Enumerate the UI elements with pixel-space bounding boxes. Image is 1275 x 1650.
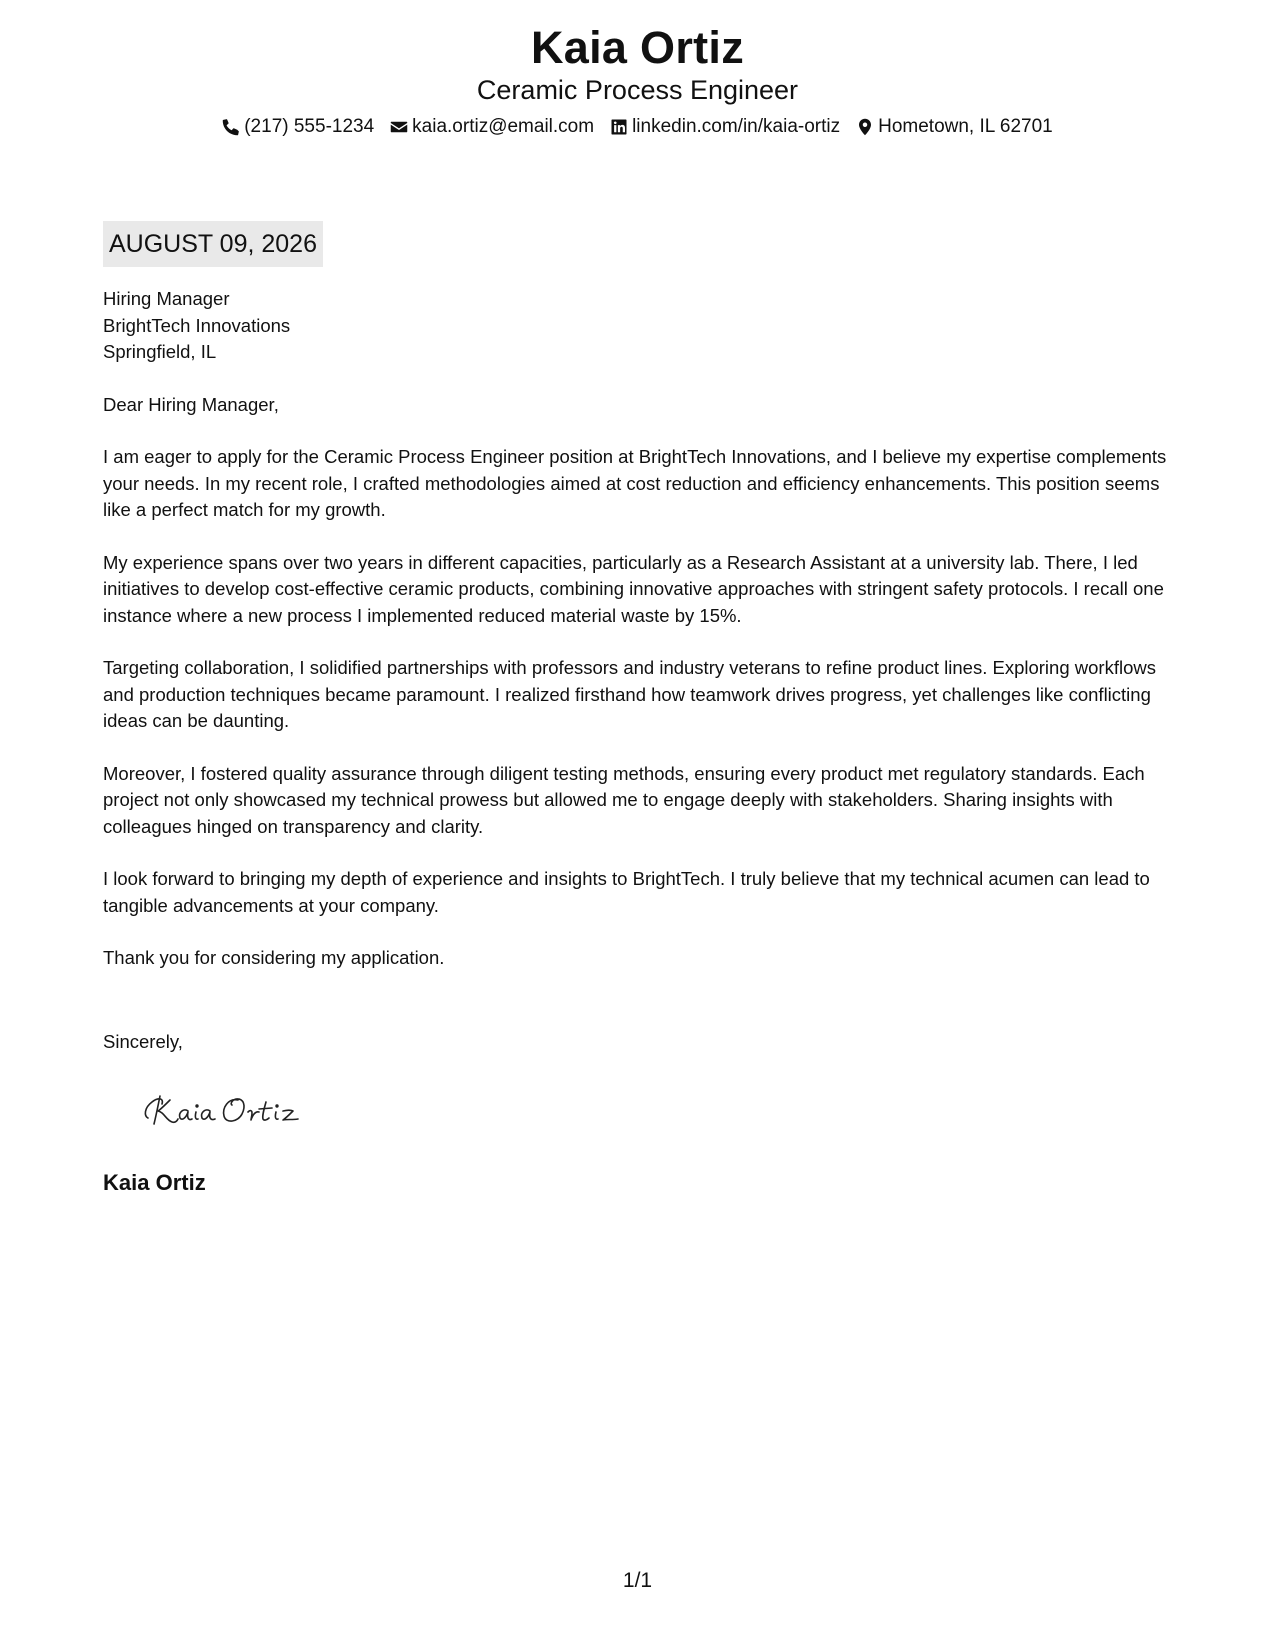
map-pin-icon <box>856 118 874 136</box>
letter-header <box>0 22 1275 139</box>
body-paragraph: Targeting collaboration, I solidified partnerships with professors and industry veterans to refine product lines. Exploring workflows and production techniques became paramount. I realized firsthand how teamwork drives progress, yet challenges like conflicting ideas can be daunting. <box>103 657 1156 731</box>
location-text: Hometown, IL 62701 <box>878 116 1053 137</box>
contact-location <box>856 115 1053 139</box>
page-number: 1/1 <box>622 1569 653 1592</box>
letter-date: AUGUST 09, 2026 <box>103 221 323 267</box>
linkedin-icon <box>610 118 628 136</box>
recipient-block <box>103 286 1183 366</box>
contact-phone <box>222 115 374 139</box>
body-paragraph: I look forward to bringing my depth of experience and insights to BrightTech. I truly believe that my technical acumen can lead to tangible advancements at your company. <box>103 868 1150 916</box>
linkedin-text[interactable]: linkedin.com/in/kaia-ortiz <box>632 116 841 137</box>
body-paragraph: I am eager to apply for the Ceramic Process Engineer position at BrightTech Innovations, and I believe my expertise complements your needs. In my recent role, I crafted methodologies aimed at cost reduction and efficiency enhancements. This position seems like a perfect match for my growth. <box>103 446 1167 520</box>
phone-text: (217) 555-1234 <box>244 116 375 137</box>
recipient-line: Springfield, IL <box>103 341 217 362</box>
letter-body <box>103 286 1183 998</box>
body-paragraph: Thank you for considering my application. <box>103 947 445 968</box>
applicant-title: Ceramic Process Engineer <box>476 75 799 105</box>
signature-image <box>140 1078 330 1134</box>
closing: Sincerely, <box>103 1031 183 1052</box>
envelope-icon <box>390 118 408 136</box>
contact-email[interactable] <box>390 115 594 139</box>
body-paragraph: Moreover, I fostered quality assurance through diligent testing methods, ensuring every product met regulatory standards. Each project not only showcased my technical prowess but allowed me to engage deeply with stakeholders. Sharing insights with colleagues hinged on transparency and clarity. <box>103 762 1145 837</box>
contact-linkedin[interactable] <box>610 115 840 139</box>
applicant-name: Kaia Ortiz <box>530 22 745 73</box>
phone-icon <box>222 118 240 136</box>
email-text[interactable]: kaia.ortiz@email.com <box>412 116 595 137</box>
recipient-line: BrightTech Innovations <box>103 314 291 336</box>
body-paragraph: My experience spans over two years in different capacities, particularly as a Research Assistant at a university lab. There, I led initiatives to develop cost-effective ceramic products, combining innovative approaches with stringent safety protocols. I recall one instance where a new process I implemented reduced material waste by 15%. <box>103 551 1164 626</box>
contact-bar <box>0 115 1275 139</box>
salutation: Dear Hiring Manager, <box>103 393 279 415</box>
printed-name: Kaia Ortiz <box>103 1170 206 1195</box>
recipient-line: Hiring Manager <box>103 288 230 309</box>
